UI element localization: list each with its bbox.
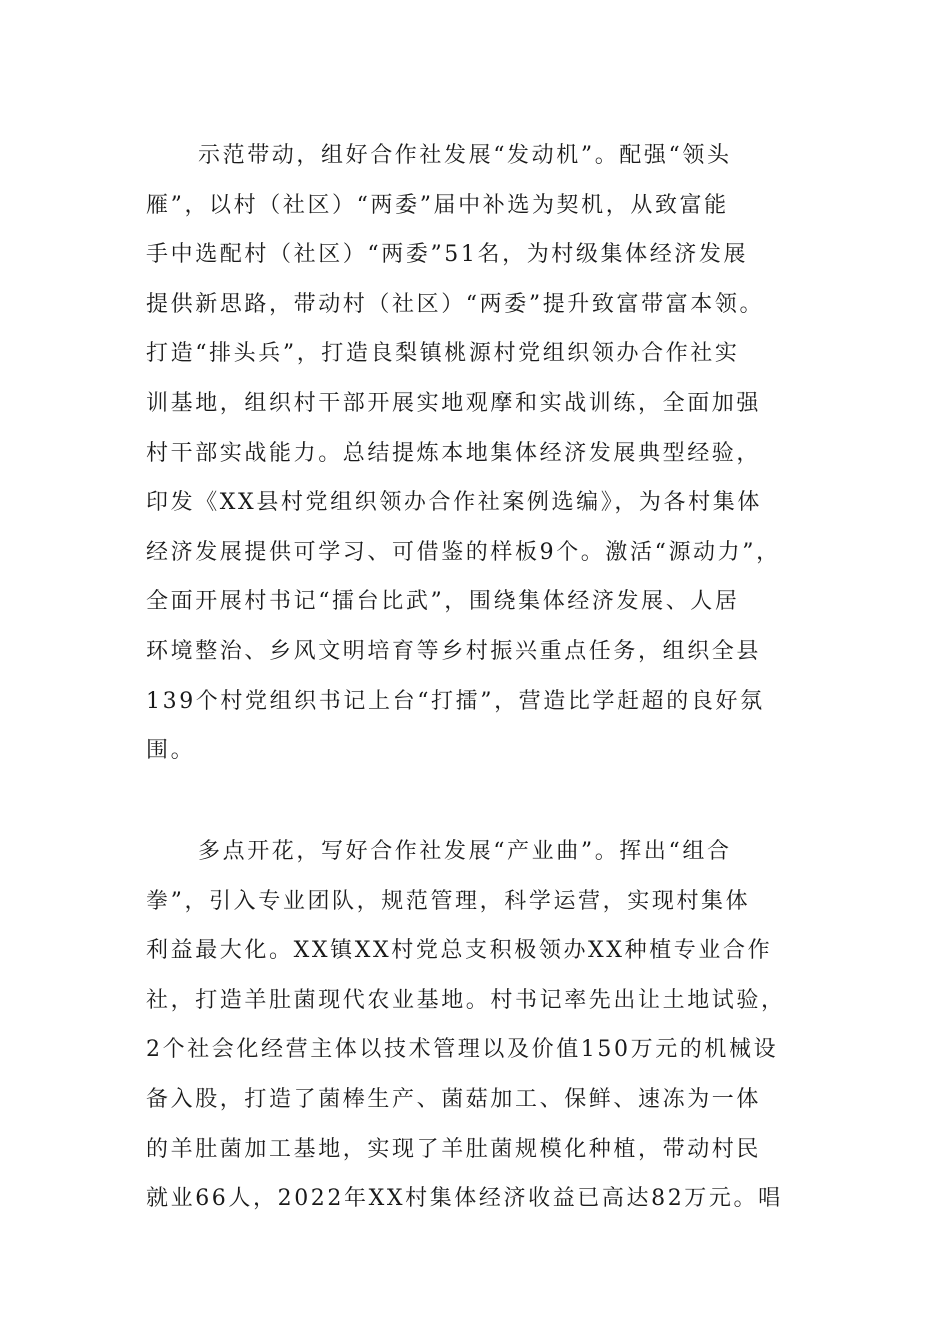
- paragraph-demonstration: [146, 131, 826, 776]
- text-line: 利益最大化。XX镇XX村党总支积极领办XX种植专业合作: [146, 938, 773, 964]
- text-line: 环境整治、乡风文明培育等乡村振兴重点任务，组织全县: [146, 638, 762, 664]
- paragraph-industry: [146, 827, 826, 1224]
- text-line: 多点开花，写好合作社发展“产业曲”。挥出“组合: [198, 839, 732, 864]
- text-line: 围。: [146, 738, 196, 764]
- text-line: 印发《XX县村党组织领办合作社案例选编》，为各村集体: [146, 490, 762, 516]
- text-line: 2个社会化经营主体以技术管理以及价值150万元的机械设: [146, 1037, 779, 1063]
- text-line: 拳”，引入专业团队，规范管理，科学运营，实现村集体: [146, 888, 751, 914]
- text-line: 备入股，打造了菌棒生产、菌菇加工、保鲜、速冻为一体: [146, 1086, 762, 1112]
- text-line: 打造“排头兵”，打造良梨镇桃源村党组织领办合作社实: [146, 341, 740, 367]
- text-line: 全面开展村书记“擂台比武”，围绕集体经济发展、人居: [146, 589, 740, 615]
- text-line: 手中选配村（社区）“两委”51名，为村级集体经济发展: [146, 242, 749, 268]
- text-line: 就业66人，2022年XX村集体经济收益已高达82万元。唱: [146, 1186, 783, 1212]
- text-line: 雁”，以村（社区）“两委”届中补选为契机，从致富能: [146, 192, 729, 218]
- text-line: 139个村党组织书记上台“打擂”，营造比学赶超的良好氛: [146, 688, 765, 714]
- text-line: 的羊肚菌加工基地，实现了羊肚菌规模化种植，带动村民: [146, 1136, 762, 1162]
- text-line: 村干部实战能力。总结提炼本地集体经济发展典型经验，: [146, 440, 762, 466]
- text-line: 训基地，组织村干部开展实地观摩和实战训练，全面加强: [146, 390, 762, 416]
- text-line: 示范带动，组好合作社发展“发动机”。配强“领头: [198, 143, 732, 168]
- text-line: 社，打造羊肚菌现代农业基地。村书记率先出让土地试验，: [146, 987, 786, 1013]
- text-line: 提供新思路，带动村（社区）“两委”提升致富带富本领。: [146, 291, 765, 317]
- text-line: 经济发展提供可学习、可借鉴的样板9个。激活“源动力”，: [146, 539, 781, 565]
